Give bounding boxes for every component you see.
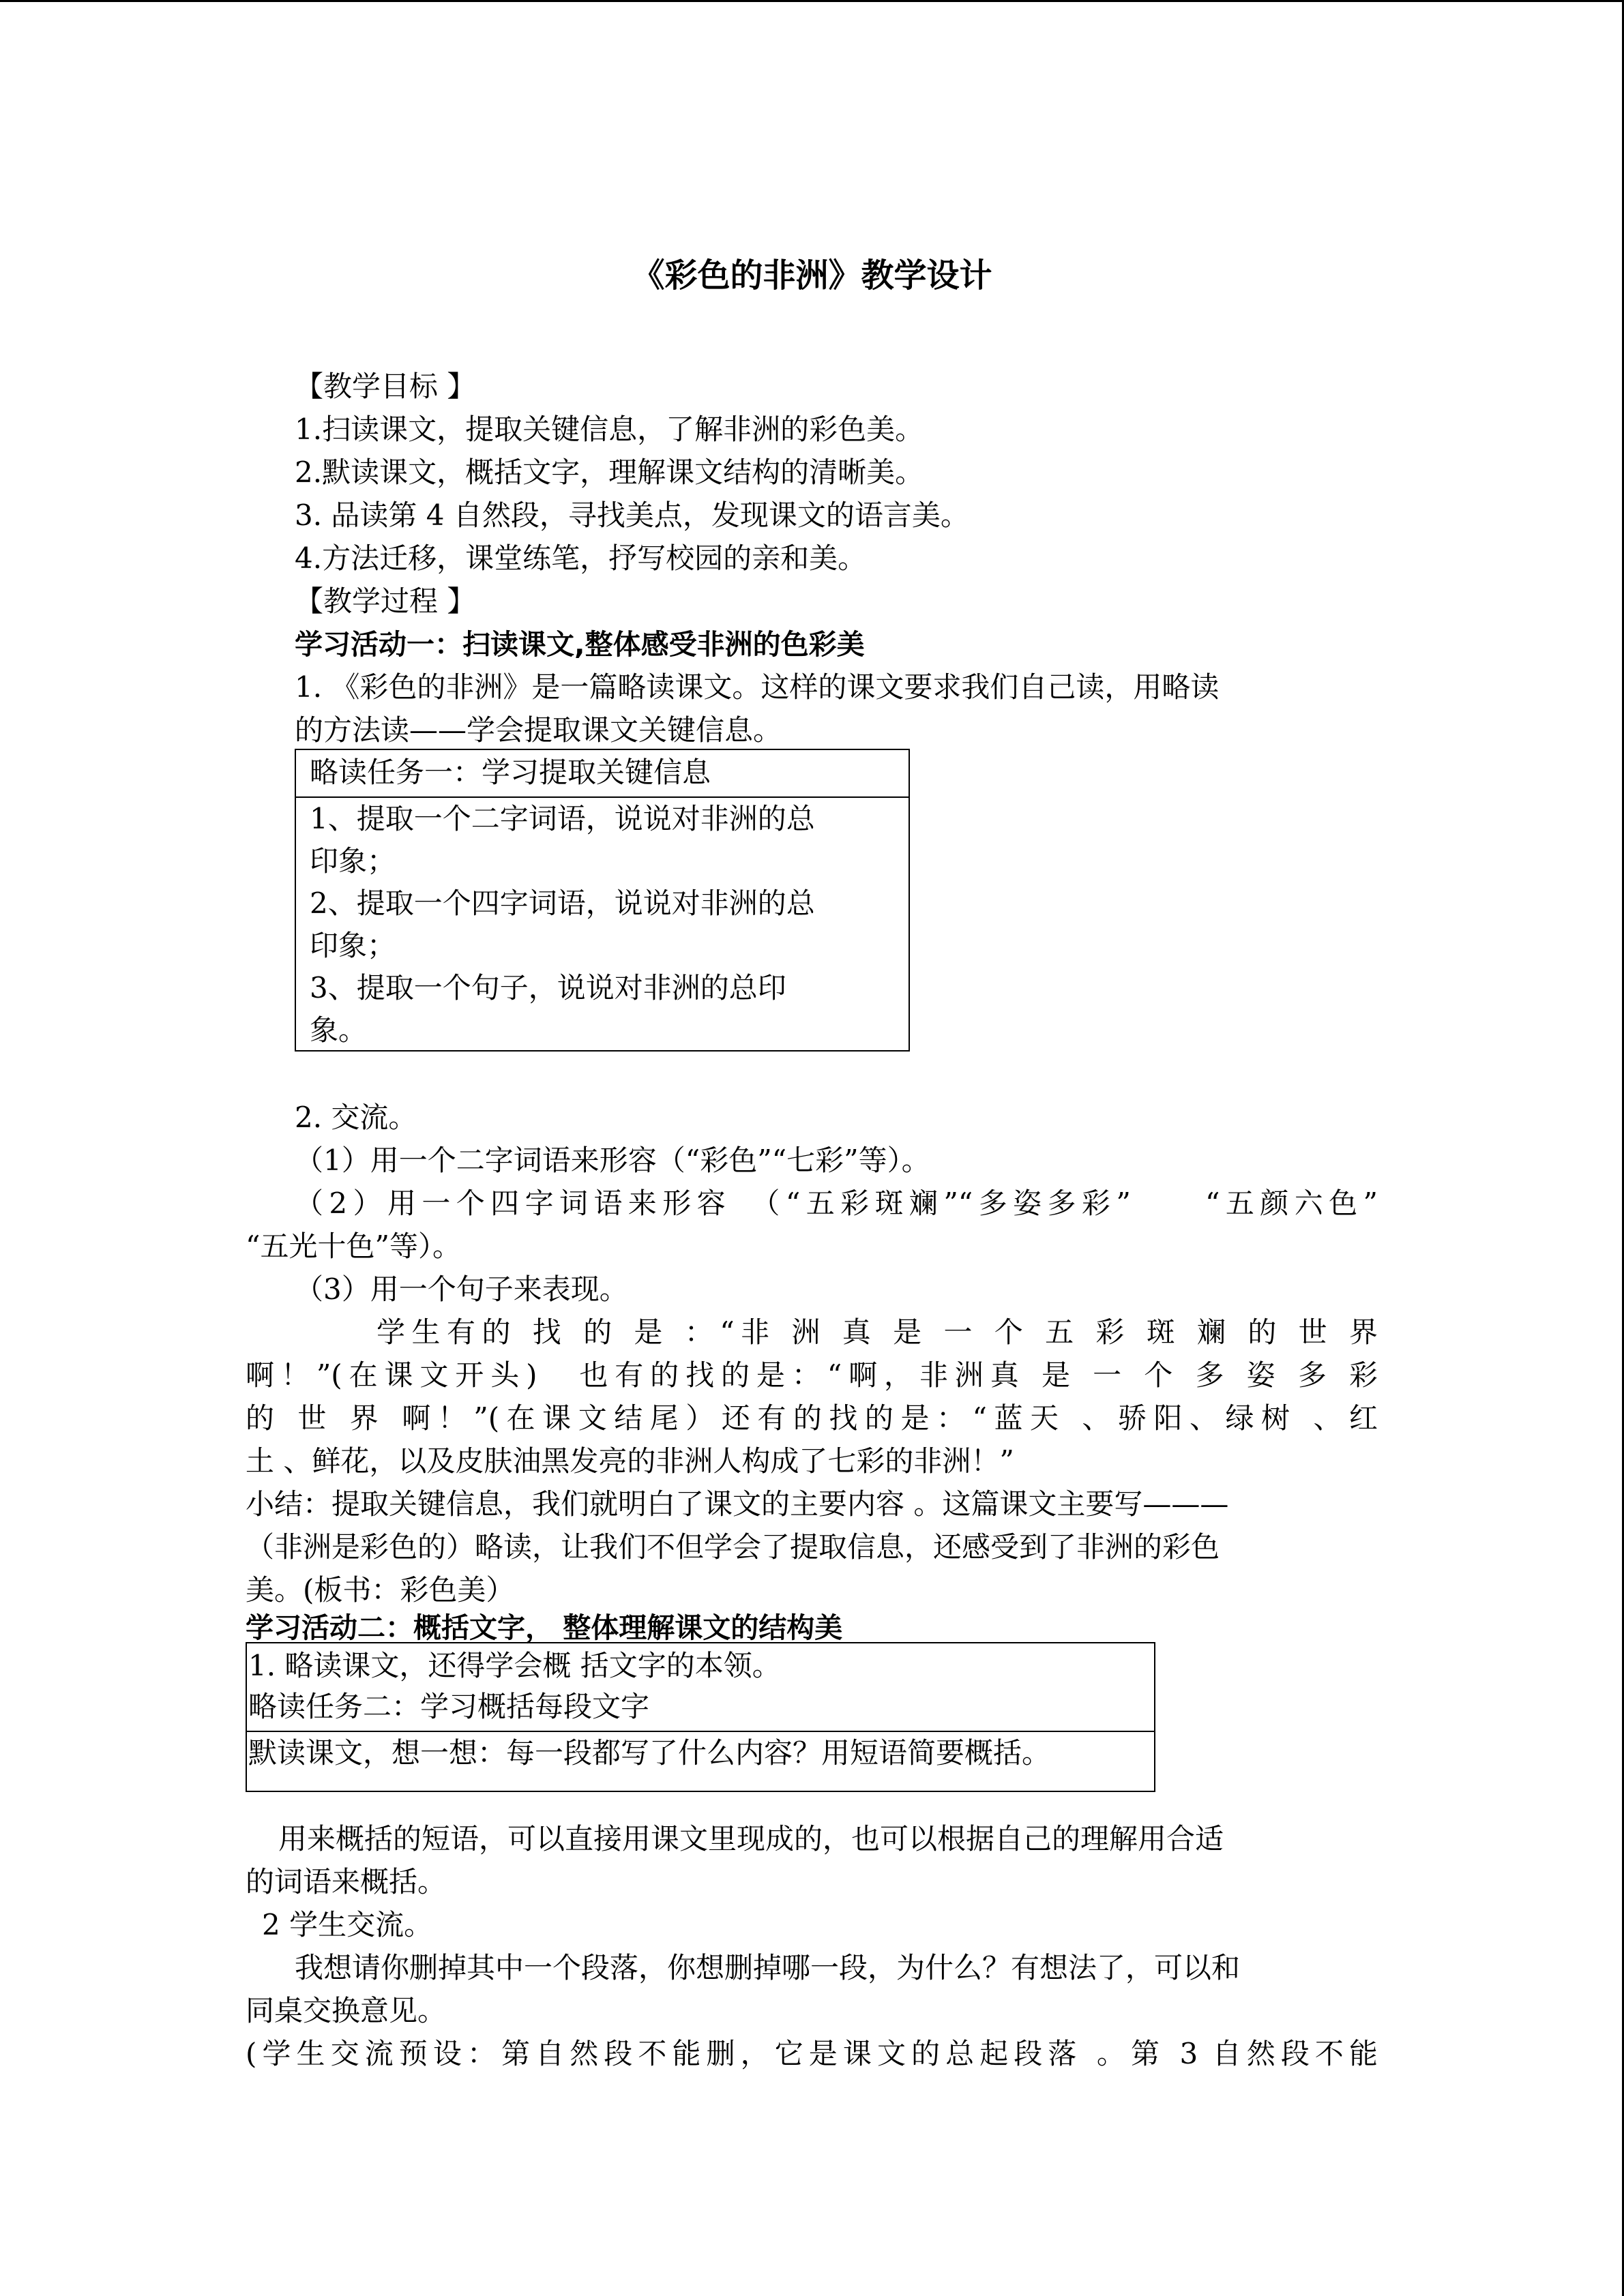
task-line: 1、提取一个二字词语，说说对非洲的总: [310, 802, 815, 835]
summary-line: （非洲是彩色的）略读，让我们不但学会了提取信息，还感受到了非洲的彩色: [246, 1530, 1220, 1564]
student-exchange-label: 2 学生交流。: [262, 1908, 433, 1941]
delete-question-cont: 同桌交换意见。: [246, 1994, 447, 2027]
note-line: 的词语来概括。: [246, 1865, 447, 1898]
quote-line: 土 、鲜花，以及皮肤油黑发亮的非洲人构成了七彩的非洲！”: [246, 1444, 1014, 1478]
task-box-1: [295, 749, 910, 1052]
goal-item: 4.方法迁移，课堂练笔，抒写校园的亲和美。: [295, 541, 867, 575]
goals-heading: 【教学目标 】: [295, 370, 476, 403]
activity1-intro: 1. 《彩色的非洲》是一篇略读课文。这样的课文要求我们自己读，用略读: [295, 670, 1220, 704]
task-box-1-header: 略读任务一：学习提取关键信息: [310, 756, 711, 789]
exchange-item-1: （1）用一个二字词语来形容（“彩色”“七彩”等）。: [295, 1144, 930, 1177]
activity1-intro-cont: 的方法读——学会提取课文关键信息。: [295, 713, 782, 747]
goal-item: 2.默读课文，概括文字，理解课文结构的清晰美。: [295, 456, 924, 489]
quote-line: 啊！”(在课文开头) 也有的找的是：“啊，非洲真 是 一 个 多 姿 多 彩: [246, 1358, 1378, 1392]
note-line: 用来概括的短语，可以直接用课文里现成的，也可以根据自己的理解用合适: [278, 1822, 1224, 1855]
goal-item: 1.扫读课文，提取关键信息，了解非洲的彩色美。: [295, 413, 924, 446]
page-top-border: [0, 0, 1624, 2]
task-box-2-line: 1. 略读课文，还得学会概 括文字的本领。: [248, 1649, 781, 1682]
process-heading: 【教学过程 】: [295, 584, 476, 618]
quote-line: 的 世 界 啊！”(在课文结尾）还有的找的是：“蓝天 、骄阳、绿树 、红: [246, 1401, 1378, 1435]
summary-line: 美。(板书：彩色美）: [246, 1573, 515, 1607]
exchange-item-3: （3）用一个句子来表现。: [295, 1272, 628, 1306]
delete-question: 我想请你删掉其中一个段落，你想删掉哪一段，为什么？有想法了，可以和: [295, 1951, 1241, 1984]
preset-line: (学生交流预设：第自然段不能删，它是课文的总起段落 。第 3 自然段不能: [246, 2037, 1378, 2070]
task-line: 象。: [310, 1013, 368, 1047]
task-line: 印象；: [310, 929, 396, 962]
summary-line: 小结：提取关键信息，我们就明白了课文的主要内容 。这篇课文主要写———: [246, 1487, 1229, 1521]
exchange-item-2: （2）用一个四字词语来形容 （“五彩斑斓”“多姿多彩” “五颜六色”: [295, 1187, 1378, 1220]
task-box-2-line: 略读任务二：学习概括每段文字: [248, 1690, 650, 1723]
exchange-label: 2. 交流。: [295, 1101, 417, 1134]
task-line: 2、提取一个四字词语，说说对非洲的总: [310, 886, 815, 920]
activity1-heading: 学习活动一：扫读课文,整体感受非洲的色彩美: [295, 628, 865, 661]
goal-item: 3. 品读第 4 自然段，寻找美点，发现课文的语言美。: [295, 498, 969, 532]
task-line: 3、提取一个句子，说说对非洲的总印: [310, 971, 786, 1004]
activity2-heading: 学习活动二：概括文字， 整体理解课文的结构美: [246, 1611, 843, 1644]
task-box-2-line: 默读课文，想一想：每一段都写了什么内容？用短语简要概括。: [248, 1736, 1051, 1770]
task-box-2: [246, 1642, 1155, 1792]
document-title: 《彩色的非洲》教学设计: [632, 256, 992, 295]
task-line: 印象；: [310, 844, 396, 878]
quote-line: 学生有的 找 的 是 ：“非 洲 真 是 一 个 五 彩 斑 斓 的 世 界: [377, 1315, 1378, 1349]
exchange-item-2-cont: “五光十色”等）。: [246, 1229, 461, 1263]
